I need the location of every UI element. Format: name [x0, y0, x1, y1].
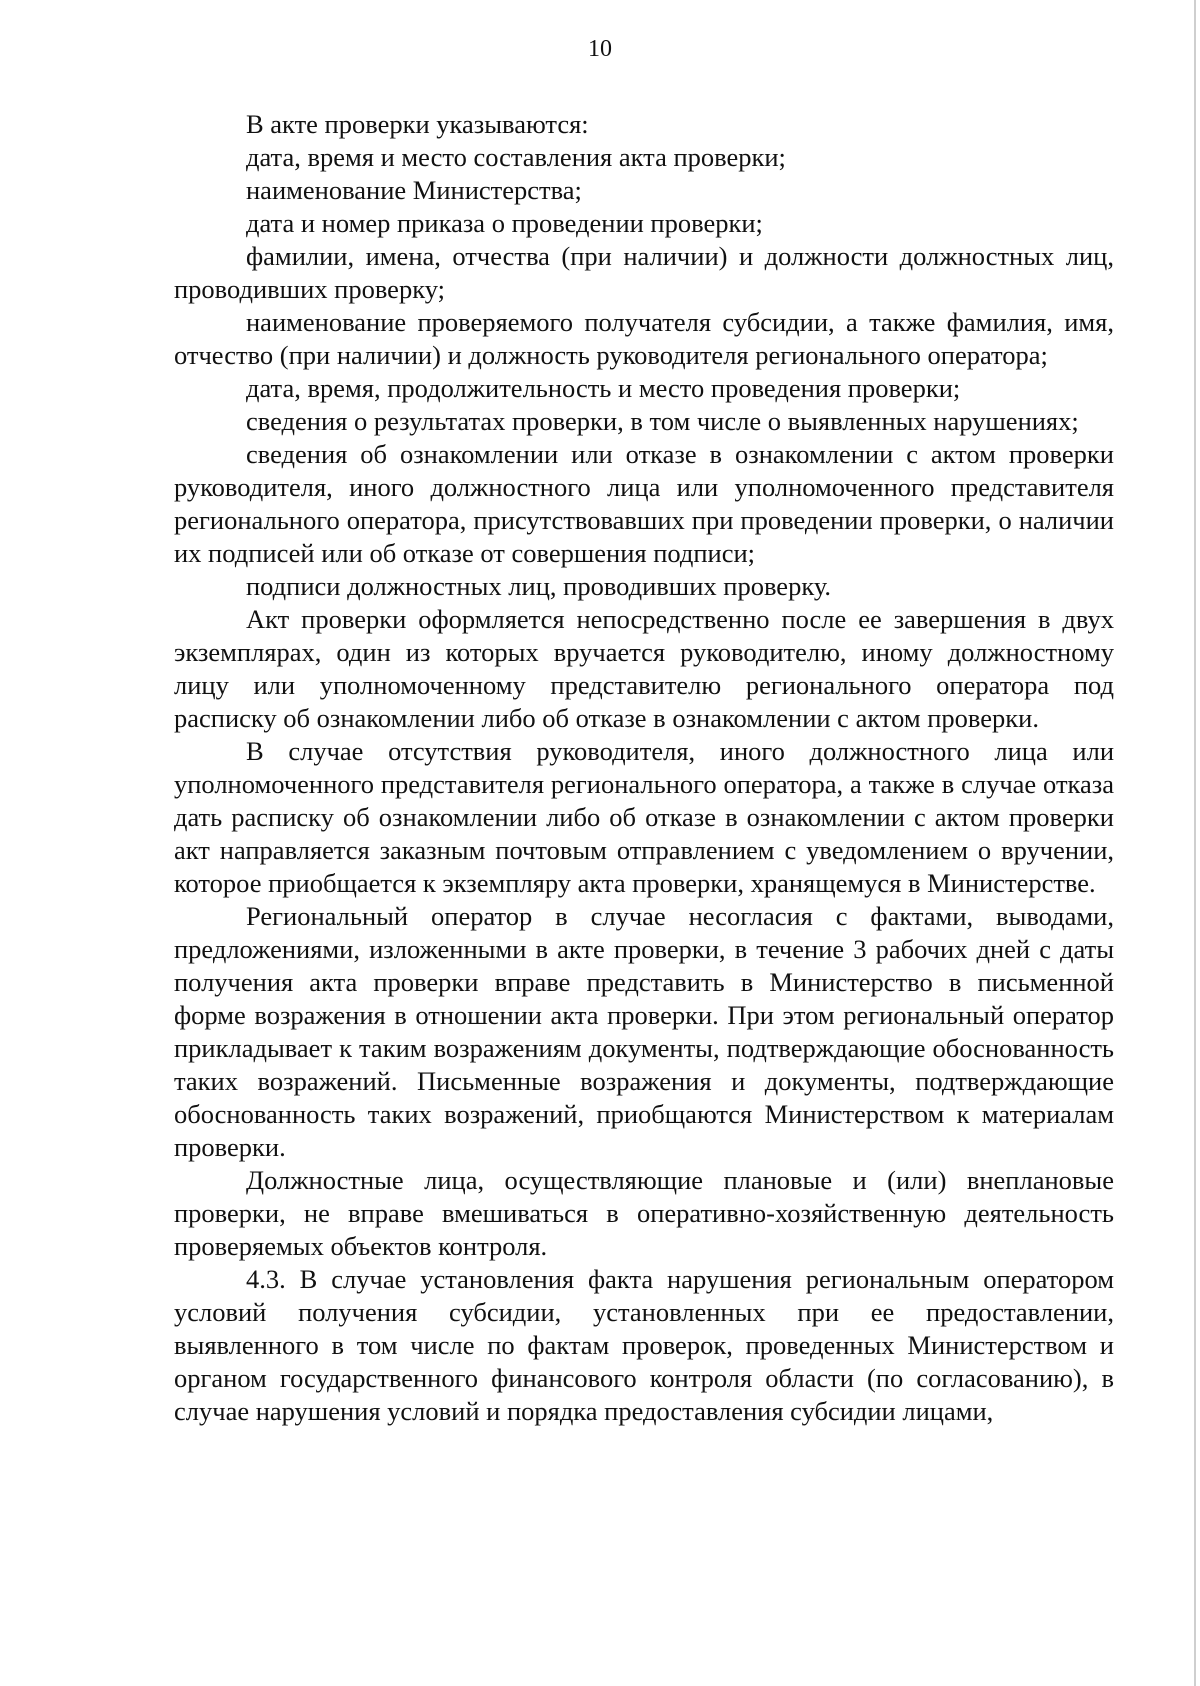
paragraph-list-item-results: сведения о результатах проверки, в том числе о выявленных нарушениях;: [246, 406, 1079, 436]
paragraph-act-formalization: Акт проверки оформляется непосредственно после ее завершения в двух экземплярах, один из которых вручается руководителю, иному должностному лицу или уполномоченному представителю регионального оператора под расписку об ознакомлении либо об отказе в ознакомлении с актом проверки.: [174, 604, 1114, 733]
paragraph-list-item-inspectors: фамилии, имена, отчества (при наличии) и должности должностных лиц, проводивших проверку;: [174, 241, 1114, 304]
paragraph-officials: Должностные лица, осуществляющие плановые и (или) внеплановые проверки, не вправе вмешиваться в оперативно-хозяйственную деятельность проверяемых объектов контроля.: [174, 1165, 1114, 1261]
paragraph-intro: В акте проверки указываются:: [246, 109, 589, 139]
document-body: [174, 108, 1114, 1428]
paragraph-list-item-ministry-name: наименование Министерства;: [246, 175, 582, 205]
paragraph-list-item-date-place: дата, время и место составления акта проверки;: [246, 142, 786, 172]
paragraph-list-item-acquaintance: сведения об ознакомлении или отказе в ознакомлении с актом проверки руководителя, иного должностного лица или уполномоченного представителя регионального оператора, присутствовавших при проведении проверки, о наличии их подписей или об отказе от совершения подписи;: [174, 439, 1114, 568]
paragraph-objections: Региональный оператор в случае несогласия с фактами, выводами, предложениями, изложенными в акте проверки, в течение 3 рабочих дней с даты получения акта проверки вправе представить в Министерство в письменной форме возражения в отношении акта проверки. При этом региональный оператор прикладывает к таким возражениям документы, подтверждающие обоснованность таких возражений. Письменные возражения и документы, подтверждающие обоснованность таких возражений, приобщаются Министерством к материалам проверки.: [174, 901, 1114, 1162]
paragraph-list-item-recipient: наименование проверяемого получателя субсидии, а также фамилия, имя, отчество (при наличии) и должность руководителя регионального оператора;: [174, 307, 1114, 370]
scan-edge-line: [1194, 0, 1196, 1686]
paragraph-absence-case: В случае отсутствия руководителя, иного должностного лица или уполномоченного представителя регионального оператора, а также в случае отказа дать расписку об ознакомлении либо об отказе в ознакомлении с актом проверки акт направляется заказным почтовым отправлением с уведомлением о вручении, которое приобщается к экземпляру акта проверки, хранящемуся в Министерстве.: [174, 736, 1114, 898]
paragraph-list-item-signatures: подписи должностных лиц, проводивших проверку.: [246, 571, 832, 601]
page-number: 10: [588, 36, 612, 62]
paragraph-list-item-duration: дата, время, продолжительность и место проведения проверки;: [246, 373, 961, 403]
paragraph-section-4-3: 4.3. В случае установления факта нарушения региональным оператором условий получения субсидии, установленных при ее предоставлении, выявленного в том числе по фактам проверок, проведенных Министерством и органом государственного финансового контроля области (по согласованию), в случае нарушения условий и порядка предоставления субсидии лицами,: [174, 1264, 1114, 1426]
paragraph-list-item-order: дата и номер приказа о проведении проверки;: [246, 208, 763, 238]
